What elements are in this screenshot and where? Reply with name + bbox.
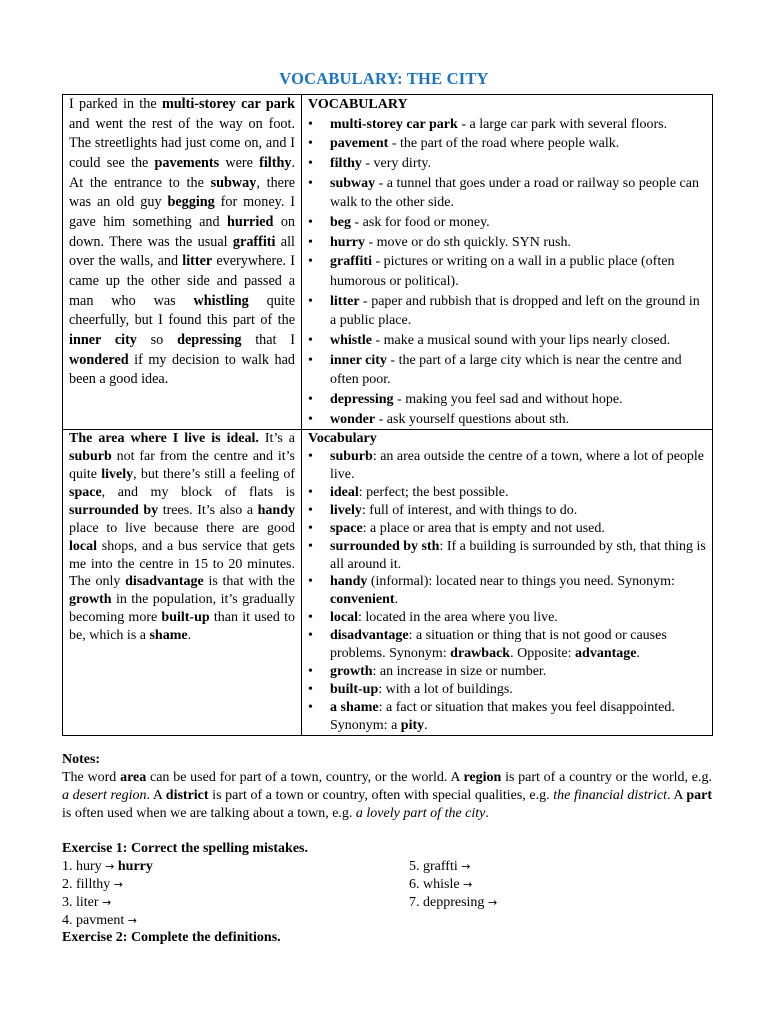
- bold-term: whistle: [330, 332, 372, 348]
- text-run: everywhere. I came up the other side and passed a man who was: [69, 253, 295, 309]
- italic-example: a desert region: [62, 788, 147, 803]
- bold-term: litter: [182, 253, 213, 270]
- text-run: - very dirty.: [361, 155, 431, 171]
- misspelled-word: 2. fillthy: [62, 877, 111, 892]
- text-run: : an area outside the centre of a town, where a lot of people live.: [330, 449, 705, 482]
- bold-term: whistling: [193, 292, 249, 309]
- vocabulary-cell: [302, 95, 713, 430]
- bold-term: pavement: [330, 136, 389, 152]
- bold-term: local: [69, 538, 97, 554]
- text-run: , but there’s still a feeling of: [133, 466, 295, 482]
- bold-term: convenient: [330, 592, 395, 608]
- vocabulary-cell: [302, 430, 713, 735]
- text-run: : If a building is surrounded by sth, that thing is all around it.: [330, 538, 706, 572]
- text-run: quite cheerfully, but I found this part of the: [69, 292, 295, 329]
- bold-term: space: [69, 484, 102, 500]
- vocabulary-item: [308, 351, 706, 390]
- bold-term: inner city: [330, 352, 387, 368]
- text-run: shops, and a bus service that gets me into the centre in 15 to 20 minutes. The only: [69, 538, 295, 590]
- bold-term: area: [120, 770, 147, 785]
- text-run: - a tunnel that goes under a road or railway so people can walk to the other side.: [330, 175, 699, 211]
- text-run: (informal): located near to things you need. Synonym:: [367, 574, 675, 590]
- notes-heading: Notes:: [62, 752, 101, 767]
- arrow-icon: →: [102, 896, 112, 909]
- text-run: - make a musical sound with your lips nearly closed.: [372, 332, 671, 348]
- bold-term: space: [330, 520, 363, 536]
- exercise-item: [62, 912, 362, 930]
- vocabulary-item: [308, 292, 706, 331]
- vocabulary-item: [308, 681, 706, 699]
- bold-term: drawback: [450, 646, 511, 662]
- bold-term: lively: [330, 502, 362, 518]
- bold-term: filthy: [330, 155, 362, 171]
- bold-term: graffiti: [330, 254, 372, 270]
- vocabulary-item: [308, 174, 706, 213]
- vocabulary-item: [308, 213, 706, 233]
- text-run: is often used when we are talking about a town, e.g.: [62, 806, 356, 821]
- text-run: .: [485, 806, 489, 821]
- bold-term: litter: [330, 293, 360, 309]
- italic-example: the financial district: [553, 788, 668, 803]
- text-run: . A: [146, 788, 166, 803]
- vocabulary-item: [308, 448, 706, 484]
- text-run: . Opposite:: [510, 646, 576, 662]
- vocabulary-item: [308, 154, 706, 174]
- bold-term: advantage: [575, 646, 637, 662]
- bold-term: disadvantage: [125, 574, 204, 590]
- misspelled-word: 6. whisle: [409, 877, 460, 892]
- text-run: is that with the: [203, 574, 296, 590]
- exercise-item: [62, 858, 362, 876]
- text-run: can be used for part of a town, country, or the world. A: [146, 770, 464, 785]
- text-run: were: [219, 154, 260, 171]
- vocabulary-item: [308, 573, 706, 609]
- vocabulary-item: [308, 233, 706, 253]
- exercise-item: [62, 876, 362, 894]
- text-run: : a situation or thing that is not good or causes problems. Synonym:: [330, 628, 667, 662]
- vocabulary-item: [308, 484, 706, 502]
- text-run: - the part of a large city which is near the centre and often poor.: [330, 352, 682, 388]
- notes-text: [62, 769, 712, 823]
- bold-term: subway: [210, 174, 257, 191]
- bold-term: hurry: [330, 234, 365, 250]
- exercise-item: [409, 858, 709, 876]
- exercise-1-column-right: [409, 858, 709, 912]
- arrow-icon: →: [113, 878, 123, 891]
- text-run: : located in the area where you live.: [358, 610, 558, 626]
- bold-term: graffiti: [232, 233, 276, 250]
- vocabulary-item: [308, 331, 706, 351]
- table-row: [63, 95, 713, 430]
- text-run: trees. It’s also a: [158, 502, 258, 518]
- vocabulary-heading: Vocabulary: [308, 431, 377, 447]
- bold-term: part: [686, 788, 713, 803]
- vocabulary-item: [308, 115, 706, 135]
- vocabulary-item: [308, 410, 706, 430]
- text-run: for money. I gave him something and: [69, 194, 295, 230]
- misspelled-word: 5. graffti: [409, 859, 458, 874]
- bold-term: lively: [101, 466, 134, 482]
- text-run: that I: [241, 331, 295, 348]
- bold-term: surrounded by: [69, 502, 159, 518]
- bold-term: multi-storey car park: [161, 96, 295, 112]
- arrow-icon: →: [463, 878, 473, 891]
- bold-term: region: [463, 770, 502, 785]
- text-run: - ask for food or money.: [351, 214, 490, 230]
- bold-term: beg: [330, 214, 351, 230]
- text-run: : with a lot of buildings.: [378, 681, 513, 697]
- bold-term: handy: [330, 574, 368, 590]
- bold-term: suburb: [69, 449, 112, 465]
- arrow-icon: →: [461, 860, 471, 873]
- text-run: than it used to be, which is a: [69, 610, 295, 644]
- vocabulary-item: [308, 538, 706, 574]
- notes-section: [62, 751, 712, 823]
- vocabulary-table: [62, 94, 713, 736]
- vocabulary-item: [308, 663, 706, 681]
- text-run: , and my block of flats is: [101, 484, 295, 500]
- text-run: .: [424, 717, 428, 733]
- bold-term: The area where I live is ideal.: [69, 431, 259, 447]
- bold-term: begging: [167, 194, 215, 211]
- bold-term: depressing: [330, 391, 394, 407]
- vocabulary-heading: VOCABULARY: [308, 97, 408, 112]
- misspelled-word: 4. pavment: [62, 913, 125, 928]
- vocabulary-item: [308, 520, 706, 538]
- bold-term: wondered: [69, 351, 129, 368]
- text-run: : full of interest, and with things to do.: [361, 502, 578, 518]
- bold-term: subway: [330, 175, 376, 191]
- bold-term: surrounded by sth: [330, 538, 440, 554]
- text-run: - pictures or writing on a wall in a public place (often humorous or political).: [330, 254, 675, 289]
- bold-term: suburb: [330, 449, 373, 465]
- story-text: [69, 95, 295, 390]
- bold-term: hurried: [226, 213, 274, 230]
- text-run: - a large car park with several floors.: [457, 116, 668, 132]
- bold-term: filthy: [259, 154, 292, 171]
- text-run: - paper and rubbish that is dropped and left on the ground in a public place.: [330, 293, 700, 329]
- bold-term: pity: [400, 717, 425, 733]
- bold-term: growth: [330, 663, 373, 679]
- bold-term: local: [330, 610, 358, 626]
- exercise-item: [409, 894, 709, 912]
- vocabulary-item: [308, 609, 706, 627]
- page-title: VOCABULARY: THE CITY: [279, 69, 489, 88]
- bold-term: multi-storey car park: [330, 116, 458, 132]
- bold-term: ideal: [330, 484, 359, 500]
- misspelled-word: 7. deppresing: [409, 895, 485, 910]
- bold-term: depressing: [177, 331, 242, 348]
- exercise-item: [409, 876, 709, 894]
- text-run: .: [636, 646, 640, 662]
- text-run: It’s a: [258, 431, 296, 447]
- text-run: - making you feel sad and without hope.: [393, 391, 623, 407]
- text-run: is part of a country or the world, e.g.: [501, 770, 712, 785]
- table-row: [63, 430, 713, 735]
- bold-term: built-up: [330, 681, 379, 697]
- vocabulary-list: [308, 448, 706, 735]
- text-run: The word: [62, 770, 121, 785]
- exercise-2-heading: Exercise 2: Complete the definitions.: [62, 930, 281, 945]
- text-run: : a place or area that is empty and not used.: [362, 520, 605, 536]
- text-run: , there was an old guy: [69, 174, 295, 211]
- text-run: in the population, it’s gradually becoming more: [69, 592, 295, 626]
- text-run: . At the entrance to the: [69, 154, 295, 191]
- text-run: .: [187, 628, 192, 644]
- text-run: : a fact or situation that makes you feel disappointed. Synonym: a: [330, 699, 675, 733]
- exercise-1-heading: Exercise 1: Correct the spelling mistakes.: [62, 841, 308, 856]
- text-run: - the part of the road where people walk.: [388, 136, 620, 152]
- text-run: all over the walls, and: [69, 233, 295, 270]
- bold-term: handy: [257, 502, 295, 518]
- text-run: place to live because there are good: [69, 520, 295, 536]
- text-run: - move or do sth quickly. SYN rush.: [365, 234, 571, 250]
- story-paragraph: [63, 430, 302, 735]
- bold-term: district: [165, 788, 209, 803]
- misspelled-word: 1. hury: [62, 859, 102, 874]
- bold-term: built-up: [161, 610, 210, 626]
- vocabulary-item: [308, 390, 706, 410]
- bold-term: inner city: [69, 331, 137, 348]
- story-text: [69, 430, 295, 645]
- arrow-icon: →: [127, 914, 137, 927]
- vocabulary-item: [308, 134, 706, 154]
- bold-term: growth: [69, 592, 112, 608]
- vocabulary-item: [308, 699, 706, 735]
- bold-term: a shame: [330, 699, 379, 715]
- vocabulary-item: [308, 252, 706, 291]
- text-run: - ask yourself questions about sth.: [375, 411, 570, 427]
- text-run: : an increase in size or number.: [372, 663, 547, 679]
- exercise-item: [62, 894, 362, 912]
- bold-term: disadvantage: [330, 628, 409, 644]
- arrow-icon: →: [487, 896, 498, 909]
- story-paragraph: [63, 95, 302, 430]
- text-run: if my decision to walk had been a good idea.: [69, 351, 295, 388]
- text-run: not far from the centre and it’s quite: [69, 449, 295, 482]
- text-run: I parked in the: [69, 96, 162, 112]
- text-run: .: [394, 592, 399, 608]
- vocabulary-item: [308, 627, 706, 663]
- text-run: on down. There was the usual: [69, 213, 296, 250]
- arrow-icon: →: [105, 860, 115, 873]
- text-run: is part of a town or country, often with special qualities, e.g.: [208, 788, 554, 803]
- bold-term: pavements: [154, 154, 220, 171]
- text-run: and went the rest of the way on foot. The streetlights had just come on, and I could see the: [69, 115, 295, 171]
- answer-blank[interactable]: hurry: [117, 859, 153, 874]
- text-run: : perfect; the best possible.: [358, 484, 509, 500]
- bold-term: shame: [149, 628, 188, 644]
- exercise-1-column-left: [62, 858, 362, 930]
- text-run: . A: [667, 788, 687, 803]
- vocabulary-list: [308, 115, 706, 430]
- misspelled-word: 3. liter: [62, 895, 99, 910]
- italic-example: a lovely part of the city: [355, 806, 486, 821]
- bold-term: wonder: [330, 411, 376, 427]
- vocabulary-item: [308, 502, 706, 520]
- text-run: so: [136, 331, 178, 348]
